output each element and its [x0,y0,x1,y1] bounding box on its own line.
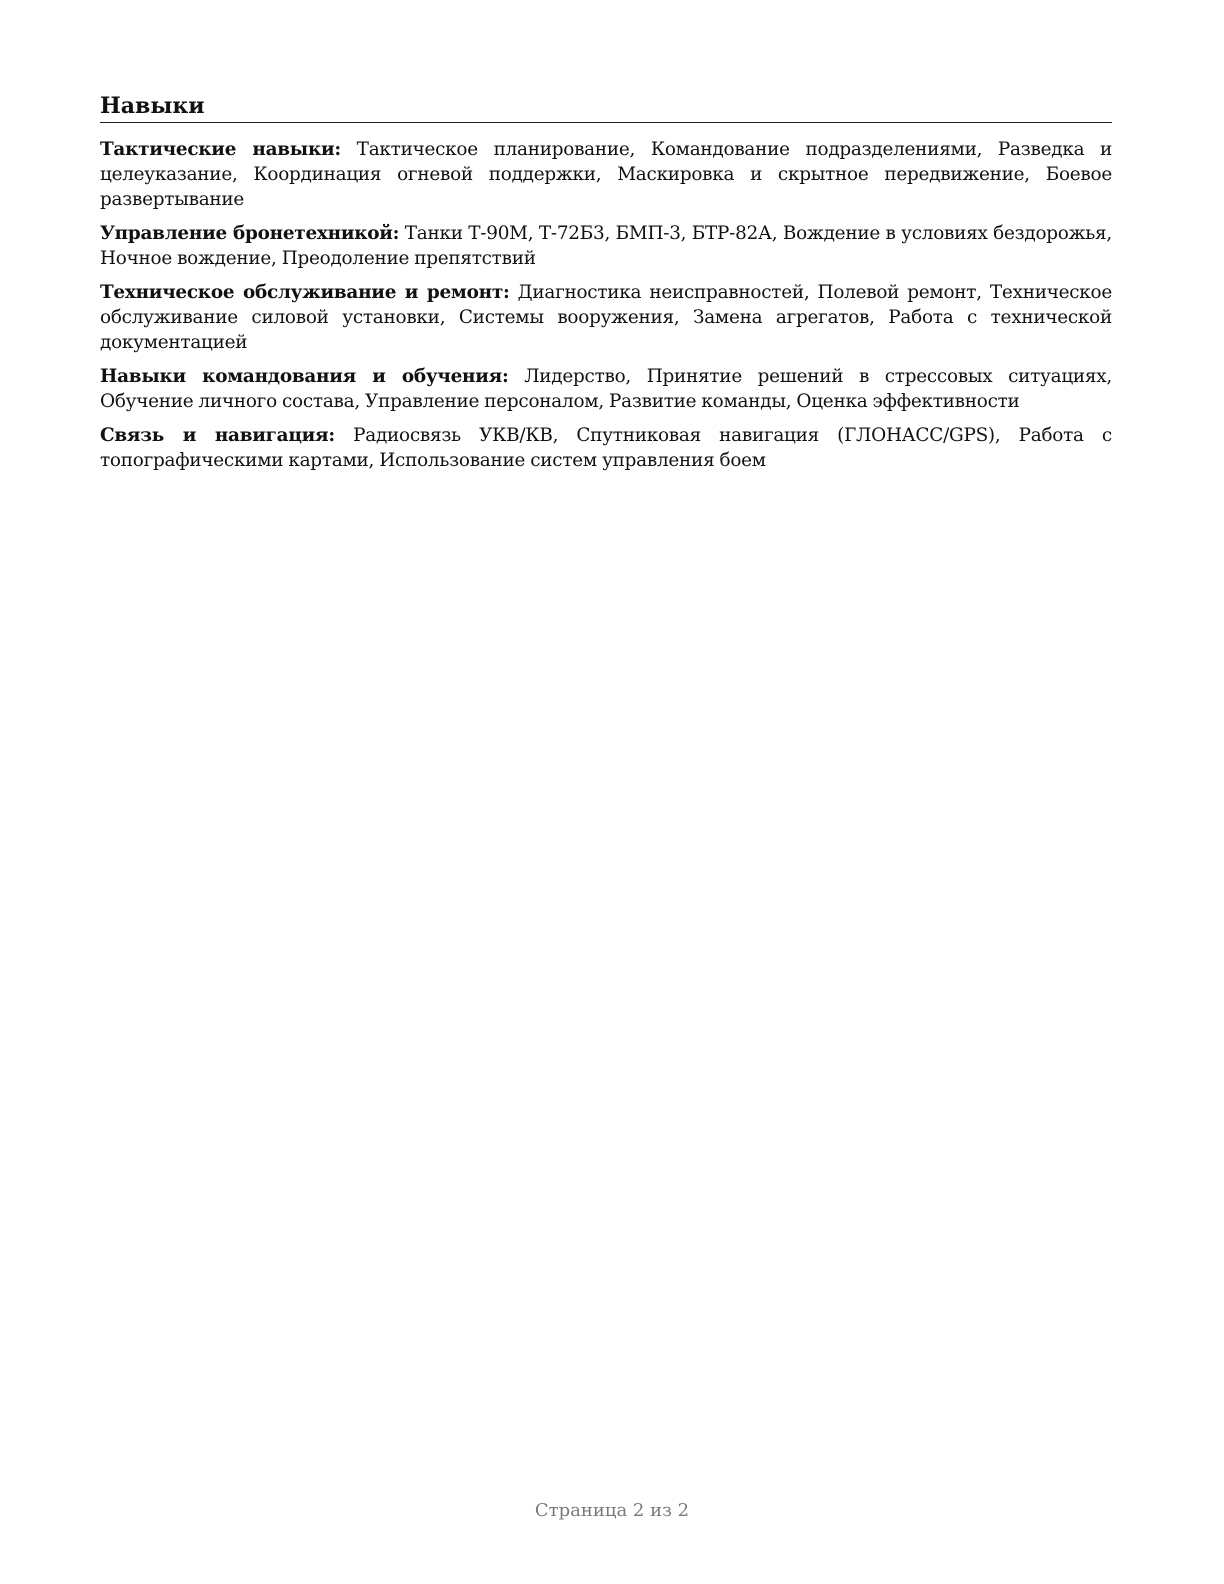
skills-list [100,137,1112,473]
section-title: Навыки [100,92,1112,123]
skill-text: Танки Т-90М, Т-72Б3, БМП-3, БТР-82А, Вождение в условиях бездорожья, Ночное вождение, Преодоление препятствий [100,223,1112,269]
skill-label: Навыки командования и обучения: [100,366,509,387]
skill-maintenance [100,280,1112,355]
skill-armored-vehicles [100,221,1112,271]
skill-text: Тактическое планирование, Командование подразделениями, Разведка и целеуказание, Координация огневой поддержки, Маскировка и скрытное передвижение, Боевое развертывание [100,139,1112,210]
skill-communications [100,423,1112,473]
skill-label: Техническое обслуживание и ремонт: [100,282,510,303]
skill-label: Связь и навигация: [100,425,335,446]
page-content [100,92,1112,482]
skill-text: Радиосвязь УКВ/КВ, Спутниковая навигация (ГЛОНАСС/GPS), Работа с топографическими картами, Использование систем управления боем [100,425,1112,471]
skill-label: Управление бронетехникой: [100,223,400,244]
skill-command-training [100,364,1112,414]
skill-text: Диагностика неисправностей, Полевой ремонт, Техническое обслуживание силовой установки, Системы вооружения, Замена агрегатов, Работа с технической документацией [100,282,1112,353]
skill-label: Тактические навыки: [100,139,341,160]
page-number-footer: Страница 2 из 2 [534,1500,690,1521]
skill-tactical [100,137,1112,212]
skill-text: Лидерство, Принятие решений в стрессовых ситуациях, Обучение личного состава, Управление персоналом, Развитие команды, Оценка эффективности [100,366,1112,412]
